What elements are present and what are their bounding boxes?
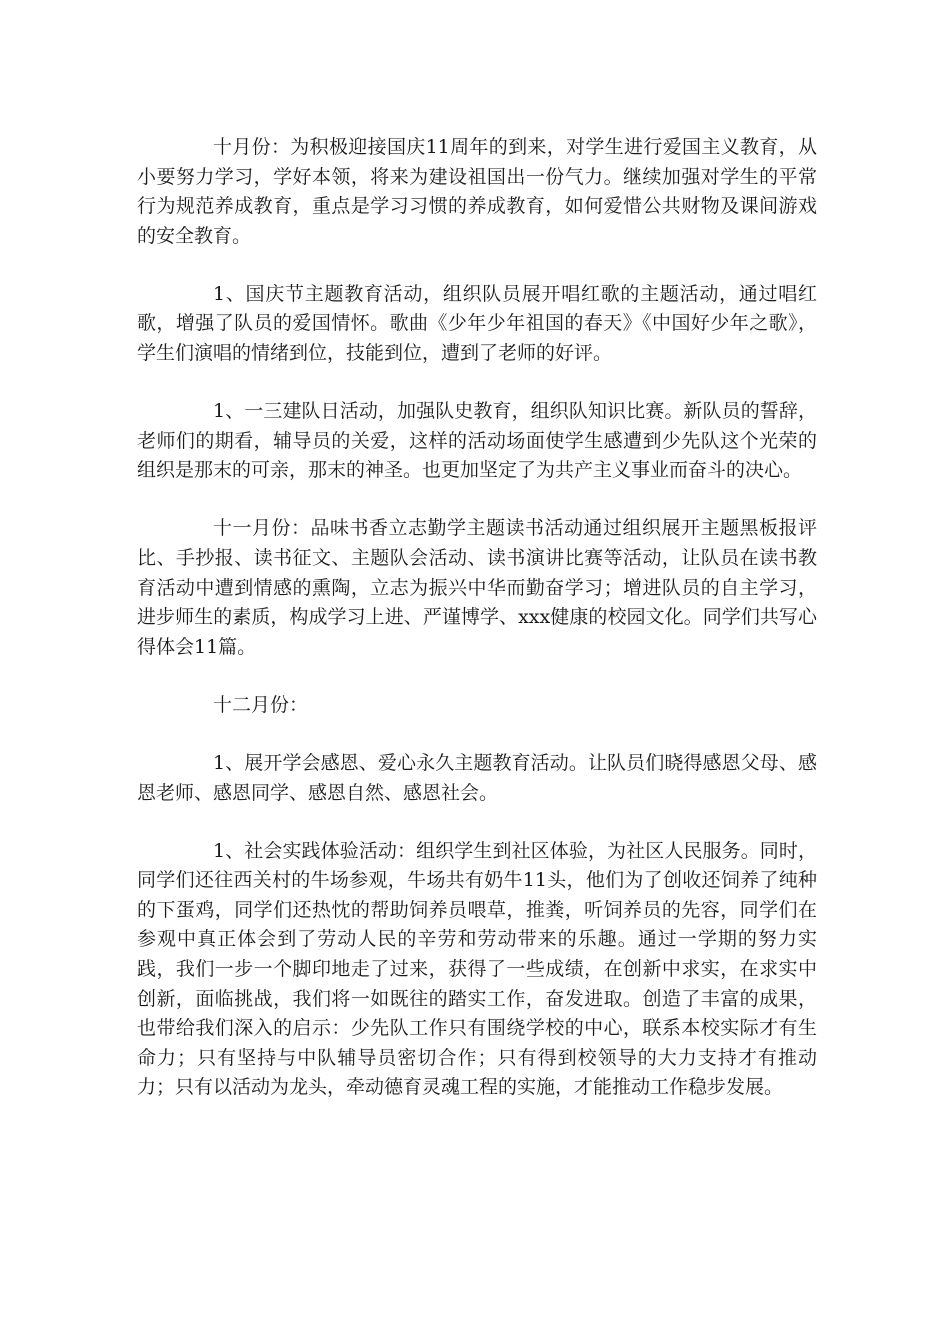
- paragraph-december-heading: 十二月份：: [213, 693, 309, 716]
- paragraph-gratitude-activity: 1、展开学会感恩、爱心永久主题教育活动。让队员们晓得感恩父母、感恩老师、感恩同学、感恩自然、感恩社会。: [137, 752, 817, 804]
- paragraph-november: 十一月份：品味书香立志勤学主题读书活动通过组织展开主题黑板报评比、手抄报、读书征文、主题队会活动、读书演讲比赛等活动，让队员在读书教育活动中遭到情感的熏陶，立志为振兴中华而勤奋学习；增进队员的自主学习，进步师生的素质，构成学习上进、严谨博学、xxx健康的校园文化。同学们共写心得体会11篇。: [137, 517, 817, 658]
- paragraph-october: 十月份：为积极迎接国庆11周年的到来，对学生进行爱国主义教育，从小要努力学习，学好本领，将来为建设祖国出一份气力。继续加强对学生的平常行为规范养成教育，重点是学习习惯的养成教育，如何爱惜公共财物及课间游戏的安全教育。: [137, 136, 817, 247]
- paragraph-national-day-activity: 1、国庆节主题教育活动，组织队员展开唱红歌的主题活动，通过唱红歌，增强了队员的爱国情怀。歌曲《少年少年祖国的春天》《中国好少年之歌》，学生们演唱的情绪到位，技能到位，遭到了老师的好评。: [137, 282, 817, 365]
- paragraph-team-day-activity: 1、一三建队日活动，加强队史教育，组织队知识比赛。新队员的誓辞，老师们的期看，辅导员的关爱，这样的活动场面使学生感遭到少先队这个光荣的组织是那末的可亲，那末的神圣。也更加坚定了为共产主义事业而奋斗的决心。: [137, 400, 817, 482]
- document-body: [137, 133, 817, 1132]
- paragraph-social-practice: 1、社会实践体验活动：组织学生到社区体验，为社区人民服务。同时，同学们还往西关村的牛场参观，牛场共有奶牛11头，他们为了创收还饲养了纯种的下蛋鸡，同学们还热忱的帮助饲养员喂草，推粪，听饲养员的先容，同学们在参观中真正体会到了劳动人民的辛劳和劳动带来的乐趣。通过一学期的努力实践，我们一步一个脚印地走了过来，获得了一些成绩，在创新中求实，在求实中创新，面临挑战，我们将一如既往的踏实工作，奋发进取。创造了丰富的成果，也带给我们深入的启示：少先队工作只有围绕学校的中心，联系本校实际才有生命力；只有坚持与中队辅导员密切合作；只有得到校领导的大力支持才有推动力；只有以活动为龙头，牵动德育灵魂工程的实施，才能推动工作稳步发展。: [137, 839, 817, 1099]
